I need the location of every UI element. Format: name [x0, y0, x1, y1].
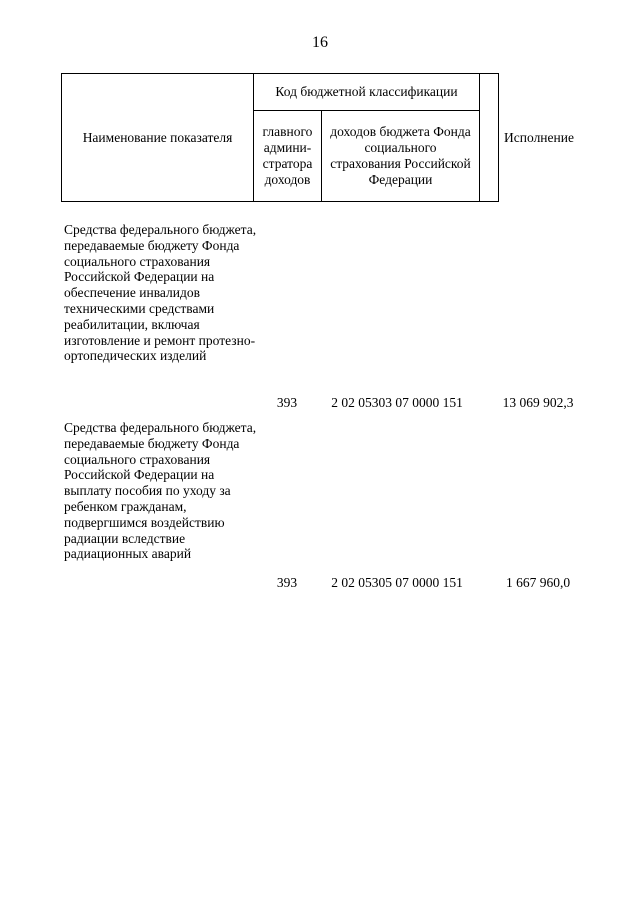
header-budget-code: Код бюджетной классификации	[275, 84, 458, 99]
header-indicator: Наименование показателя	[82, 129, 233, 145]
row-admin-code: 393	[276, 575, 298, 590]
table-row	[0, 420, 640, 600]
row-income-code: 2 02 05303 07 0000 151	[331, 395, 463, 410]
row-execution: 13 069 902,3	[502, 395, 574, 410]
header-execution: Исполнение	[504, 129, 574, 145]
row-execution: 1 667 960,0	[505, 575, 571, 590]
row-name: Средства федерального бюджета, передаваемые бюджету Фонда социального страхования Российской Федерации на обеспечение инвалидов техническими средствами реабилитации, включая изготовление и ремонт протезно-ортопедических изделий	[64, 222, 257, 364]
row-admin-code: 393	[276, 395, 298, 410]
table-header	[61, 73, 574, 202]
row-name: Средства федерального бюджета, передаваемые бюджету Фонда социального страхования Российской Федерации на выплату пособия по уходу за ребенком гражданам, подвергшимся воздействию радиации вследствие радиационных аварий	[64, 420, 257, 562]
table-row	[0, 222, 640, 412]
page-number: 16	[312, 34, 328, 51]
row-income-code: 2 02 05305 07 0000 151	[331, 575, 463, 590]
header-admin: главного админи-стратора доходов	[262, 124, 313, 187]
header-income: доходов бюджета Фонда социального страхования Российской Федерации	[330, 124, 471, 187]
